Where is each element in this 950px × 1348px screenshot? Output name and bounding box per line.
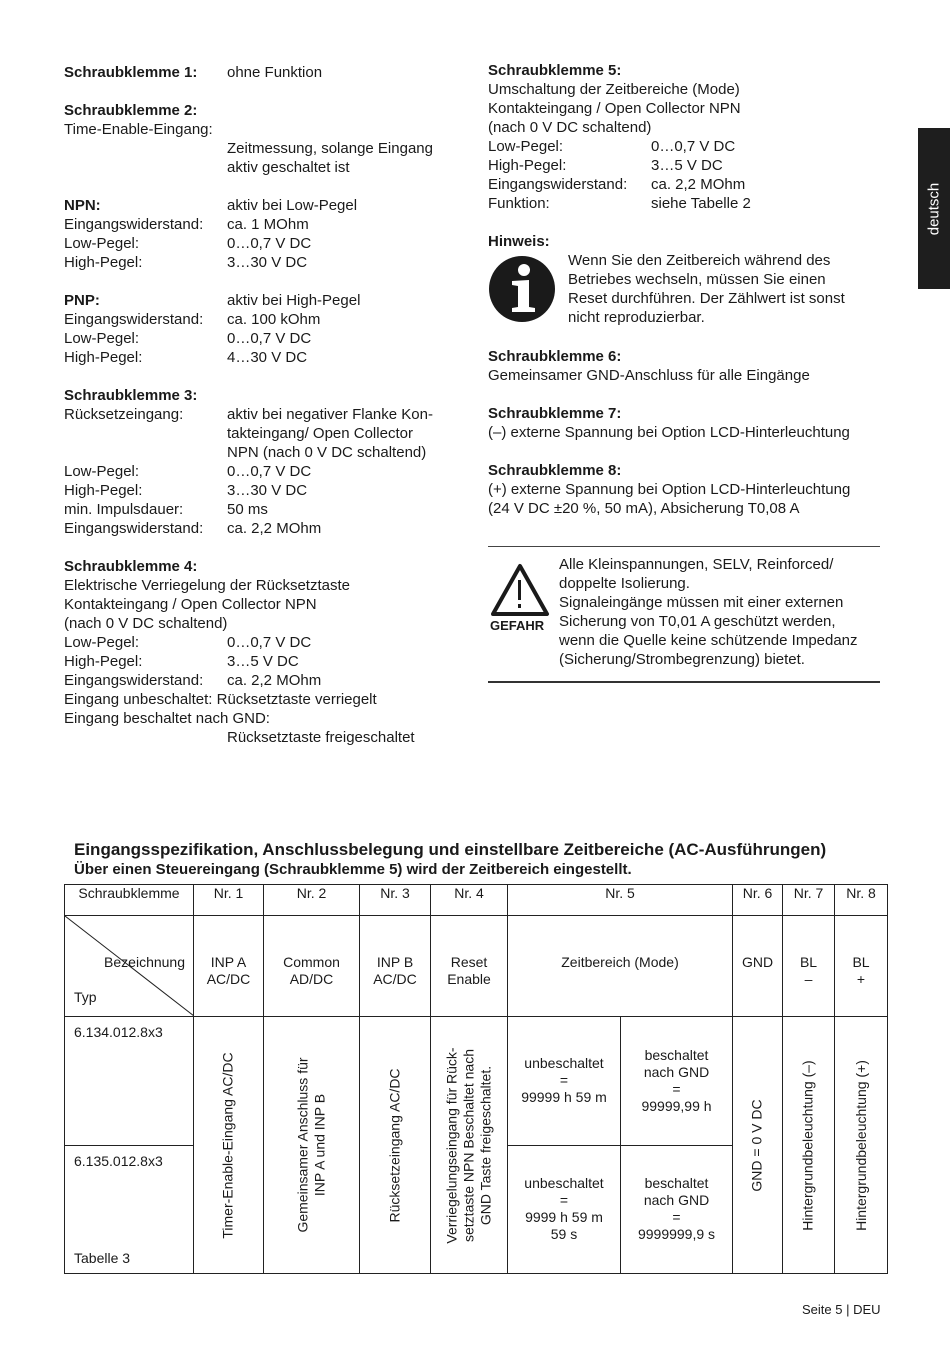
pnp-title: PNP: [64,292,100,309]
spec-value: 0…0,7 V DC [651,138,736,155]
bezeichnung-label: Bezeichnung [104,954,185,970]
npn-row-2 [64,234,464,253]
spec-value: 50 ms [227,501,268,518]
warning-line: (Sicherung/Strombegrenzung) bietet. [559,651,805,668]
k5-row-3 [488,194,883,213]
header-nr5: Nr. 5 [508,885,733,916]
header-nr4: Nr. 4 [431,885,508,916]
npn-title: NPN: [64,197,101,214]
warning-line: wenn die Quelle keine schützende Impedanz [559,632,858,649]
mode-line: 9999999,9 s [637,1226,716,1243]
spec-key: High-Pegel: [488,157,567,174]
name-line: AD/DC [289,971,334,987]
spec-value: siehe Tabelle 2 [651,195,751,212]
warning-box [488,546,880,683]
spec-key: Eingangswiderstand: [64,311,204,328]
hinweis-line: Reset durchführen. Der Zählwert ist sonst [568,290,845,307]
k2-label: Time-Enable-Eingang: [64,121,213,138]
name-line: – [804,971,813,987]
table-caption: Tabelle 3 [74,1250,131,1266]
spec-key: Low-Pegel: [64,634,140,651]
k4-freigeschaltet: Rücksetztaste freigeschaltet [227,729,415,746]
k3-desc1: aktiv bei negativer Flanke Kon- [227,406,433,423]
k4-title: Schraubklemme 4: [64,558,198,575]
hinweis-text [568,251,878,327]
vertical-nr3 [360,1017,431,1274]
mode-unbeschaltet-2 [508,1145,621,1274]
k4-line3: (nach 0 V DC schaltend) [64,615,228,632]
spec-key: Eingangswiderstand: [64,216,204,233]
k4-row-1 [64,652,464,671]
spec-table [64,884,888,1274]
hinweis-line: Betriebes wechseln, müssen Sie einen [568,271,826,288]
vertical-line: INP A und INP B [311,1093,328,1197]
spec-value: 0…0,7 V DC [227,235,312,252]
table-header-row [65,885,888,916]
mode-line: 99999,99 h [641,1097,712,1114]
spec-key: Low-Pegel: [488,138,564,155]
header-nr1: Nr. 1 [194,885,264,916]
table-row-type-1 [65,1017,888,1146]
mode-line: 9999 h 59 m [525,1209,603,1226]
mode-line: beschaltet [644,1175,709,1192]
spec-value: ca. 2,2 MOhm [227,672,322,689]
k3-desc2: takteingang/ Open Collector [227,425,413,442]
header-nr7: Nr. 7 [783,885,835,916]
type-cell: 6.134.012.8x3 [65,1017,194,1146]
k7-title: Schraubklemme 7: [488,405,622,422]
left-column [64,63,464,747]
spec-value: 0…0,7 V DC [227,634,312,651]
hinweis-line: Wenn Sie den Zeitbereich während des [568,252,831,269]
k6-value: Gemeinsamer GND-Anschluss für alle Eingänge [488,367,810,384]
k5-row-2 [488,175,883,194]
vertical-nr4 [431,1017,508,1274]
spec-key: High-Pegel: [64,482,143,499]
vertical-text: GND = 0 V DC [749,1098,766,1192]
name-nr8 [835,916,888,1017]
k3-title: Schraubklemme 3: [64,387,198,404]
mode-beschaltet-1 [621,1017,733,1146]
spec-value: 4…30 V DC [227,349,308,366]
table-names-row [65,916,888,1017]
spec-value: 3…5 V DC [651,157,723,174]
k3-row-2 [64,500,464,519]
warning-line: doppelte Isolierung. [559,575,690,592]
mode-line: = [559,1192,569,1209]
k4-unbeschaltet: Eingang unbeschaltet: Rücksetztaste verriegelt [64,691,377,708]
section-subtitle: Über einen Steuereingang (Schraubklemme 5) wird der Zeitbereich eingestellt. [74,861,632,878]
k4-line1: Elektrische Verriegelung der Rücksetztaste [64,577,350,594]
name-line: BL [799,954,818,970]
spec-value: 3…5 V DC [227,653,299,670]
section-title: Eingangsspezifikation, Anschlussbelegung und einstellbare Zeitbereiche (AC-Ausführungen) [74,840,827,859]
language-tab [918,128,950,289]
mode-line: = [672,1209,681,1226]
k5-row-1 [488,156,883,175]
k3-row-0 [64,462,464,481]
vertical-line: setztaste NPN Beschaltet nach [460,1048,477,1242]
mode-beschaltet-2 [621,1145,733,1274]
vertical-text: Hintergrundbeleuchtung (+) [852,1059,869,1231]
mode-line: nach GND [643,1063,710,1080]
name-nr1 [194,916,264,1017]
k4-beschaltet: Eingang beschaltet nach GND: [64,710,270,727]
warning-label: GEFAHR [490,618,545,633]
vertical-text [444,1047,495,1243]
k7-value: (–) externe Spannung bei Option LCD-Hinterleuchtung [488,424,850,441]
name-nr3 [360,916,431,1017]
warning-line: Sicherung von T0,01 A geschützt werden, [559,613,836,630]
k1-value: ohne Funktion [227,64,323,81]
spec-key: Low-Pegel: [64,463,140,480]
vertical-nr1 [194,1017,264,1274]
name-line: Enable [447,971,491,987]
k2-desc1: Zeitmessung, solange Eingang [227,140,433,157]
name-nr6: GND [733,916,783,1017]
warning-line: Alle Kleinspannungen, SELV, Reinforced/ [559,556,834,573]
header-nr3: Nr. 3 [360,885,431,916]
vertical-text: Rücksetzeingang AC/DC [386,1067,403,1223]
vertical-line: Verriegelungseingang für Rück- [443,1046,460,1244]
mode-line: nach GND [643,1192,710,1209]
name-line: INP A [210,954,247,970]
spec-value: ca. 1 MOhm [227,216,309,233]
name-nr5: Zeitbereich (Mode) [508,916,733,1017]
spec-key: Funktion: [488,195,550,212]
right-column [488,61,883,518]
k5-line3: (nach 0 V DC schaltend) [488,119,652,136]
spec-key: Eingangswiderstand: [488,176,628,193]
k3-row-1 [64,481,464,500]
k5-line2: Kontakteingang / Open Collector NPN [488,100,741,117]
vertical-line: GND Taste freigeschaltet. [477,1065,494,1225]
mode-line: 59 s [550,1226,578,1243]
name-line: BL [852,954,870,970]
vertical-nr2 [264,1017,360,1274]
k1-row [64,63,464,82]
k5-title: Schraubklemme 5: [488,62,622,79]
spec-key: High-Pegel: [64,653,143,670]
hinweis-title: Hinweis: [488,233,550,250]
spec-key: Eingangswiderstand: [64,672,204,689]
k8-title: Schraubklemme 8: [488,462,622,479]
page-number: Seite 5 | DEU [802,1302,881,1317]
vertical-text: Timer-Enable-Eingang AC/DC [220,1051,237,1239]
header-nr8: Nr. 8 [835,885,888,916]
name-line: Common [283,954,340,970]
language-tab-label: deutsch [925,182,943,235]
vertical-text [295,1057,329,1232]
k2-title: Schraubklemme 2: [64,102,198,119]
header-nr6: Nr. 6 [733,885,783,916]
spec-value: 3…30 V DC [227,482,308,499]
npn-row-3 [64,253,464,272]
mode-line: = [559,1072,569,1089]
k2-desc2: aktiv geschaltet ist [227,159,350,176]
spec-key: min. Impulsdauer: [64,501,184,518]
spec-key: Low-Pegel: [64,235,140,252]
header-nr2: Nr. 2 [264,885,360,916]
k4-line2: Kontakteingang / Open Collector NPN [64,596,317,613]
hinweis-box [488,251,883,347]
npn-row-0 [64,196,464,215]
warning-text [559,555,884,669]
name-line: AC/DC [206,971,251,987]
k3-label: Rücksetzeingang: [64,406,184,423]
spec-value: ca. 2,2 MOhm [651,176,746,193]
pnp-row-2 [64,329,464,348]
hinweis-line: nicht reproduzierbar. [568,309,705,326]
mode-line: unbeschaltet [524,1175,604,1192]
vertical-nr8 [835,1017,888,1274]
k3-desc3: NPN (nach 0 V DC schaltend) [227,444,427,461]
k5-line1: Umschaltung der Zeitbereiche (Mode) [488,81,740,98]
spec-key: Low-Pegel: [64,330,140,347]
name-nr2 [264,916,360,1017]
pnp-value: aktiv bei High-Pegel [227,292,361,309]
pnp-row-3 [64,348,464,367]
mode-line: beschaltet [644,1046,709,1063]
diagonal-header-cell [65,916,194,1017]
mode-line: 99999 h 59 m [521,1089,607,1106]
spec-value: ca. 100 kOhm [227,311,321,328]
k5-row-0 [488,137,883,156]
warning-triangle-icon [490,563,550,617]
typ-label: Typ [74,989,97,1005]
k4-row-0 [64,633,464,652]
name-nr7 [783,916,835,1017]
spec-value: 0…0,7 V DC [227,463,312,480]
npn-row-1 [64,215,464,234]
type-cell: 6.135.012.8x3 [65,1145,194,1274]
k6-title: Schraubklemme 6: [488,348,622,365]
name-line: + [856,971,866,987]
spec-key: High-Pegel: [64,349,143,366]
mode-unbeschaltet-1 [508,1017,621,1146]
name-line: INP B [376,954,414,970]
spec-value: 3…30 V DC [227,254,308,271]
vertical-line: Gemeinsamer Anschluss für [294,1057,311,1233]
k8-line1: (+) externe Spannung bei Option LCD-Hinterleuchtung [488,481,851,498]
mode-line: = [672,1080,681,1097]
spec-value: 0…0,7 V DC [227,330,312,347]
k1-title: Schraubklemme 1: [64,64,198,81]
name-line: Reset [450,954,488,970]
spec-key: High-Pegel: [64,254,143,271]
header-schraubklemme: Schraubklemme [65,885,194,916]
name-line: AC/DC [373,971,417,987]
k4-row-2 [64,671,464,690]
pnp-row-1 [64,310,464,329]
warning-line: Signaleingänge müssen mit einer externen [559,594,844,611]
info-icon [488,255,556,323]
k3-label-row [64,405,464,424]
spec-key: Eingangswiderstand: [64,520,204,537]
k3-row-3 [64,519,464,538]
name-nr4 [431,916,508,1017]
npn-value: aktiv bei Low-Pegel [227,197,358,214]
mode-line: unbeschaltet [524,1055,604,1072]
k8-line2: (24 V DC ±20 %, 50 mA), Absicherung T0,08 A [488,500,800,517]
vertical-nr6 [733,1017,783,1274]
vertical-nr7 [783,1017,835,1274]
vertical-text: Hintergrundbeleuchtung (–) [800,1059,817,1231]
spec-value: ca. 2,2 MOhm [227,520,322,537]
pnp-row-0 [64,291,464,310]
